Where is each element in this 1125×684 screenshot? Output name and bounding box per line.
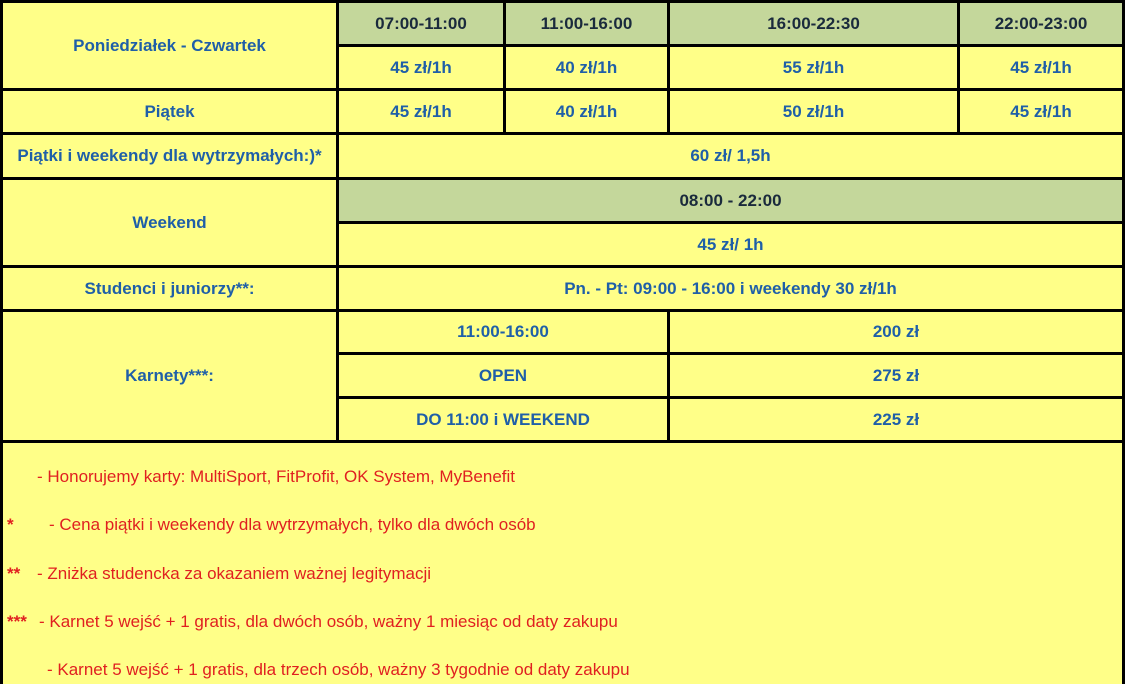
note-mark: * (7, 515, 14, 534)
weekend-price: 45 zł/ 1h (339, 224, 1122, 265)
note-text: - Zniżka studencka za okazaniem ważnej legitymacji (37, 564, 432, 583)
note-students (3, 562, 431, 586)
weekday-slot-2: 11:00-16:00 (506, 3, 667, 44)
note-cards (3, 465, 515, 489)
weekday-slot-3: 16:00-22:30 (670, 3, 957, 44)
passes-label: Karnety***: (3, 312, 336, 440)
weekday-price-1: 45 zł/1h (339, 47, 503, 88)
note-pass-two (3, 610, 618, 634)
note-pass-three (3, 658, 630, 682)
note-mark: ** (7, 564, 21, 583)
notes-panel (3, 443, 1122, 684)
endurance-price: 60 zł/ 1,5h (339, 135, 1122, 177)
friday-label: Piątek (3, 91, 336, 132)
pass-name-3: DO 11:00 i WEEKEND (339, 399, 667, 440)
students-label: Studenci i juniorzy**: (3, 268, 336, 309)
friday-price-3: 50 zł/1h (670, 91, 957, 132)
weekday-price-3: 55 zł/1h (670, 47, 957, 88)
weekend-label: Weekend (3, 180, 336, 265)
weekday-price-2: 40 zł/1h (506, 47, 667, 88)
weekday-price-4: 45 zł/1h (960, 47, 1122, 88)
note-text: - Honorujemy karty: MultiSport, FitProfit, OK System, MyBenefit (37, 467, 516, 486)
note-text: - Cena piątki i weekendy dla wytrzymałych, tylko dla dwóch osób (49, 515, 536, 534)
weekday-slot-1: 07:00-11:00 (339, 3, 503, 44)
pass-price-1: 200 zł (670, 312, 1122, 352)
friday-price-1: 45 zł/1h (339, 91, 503, 132)
note-text: - Karnet 5 wejść + 1 gratis, dla trzech osób, ważny 3 tygodnie od daty zakupu (47, 660, 630, 679)
note-text: - Karnet 5 wejść + 1 gratis, dla dwóch osób, ważny 1 miesiąc od daty zakupu (39, 612, 618, 631)
pass-name-2: OPEN (339, 355, 667, 396)
students-info: Pn. - Pt: 09:00 - 16:00 i weekendy 30 zł/1h (339, 268, 1122, 309)
weekday-slot-4: 22:00-23:00 (960, 3, 1122, 44)
endurance-label: Piątki i weekendy dla wytrzymałych:)* (3, 135, 336, 177)
weekend-hours: 08:00 - 22:00 (339, 180, 1122, 221)
pass-name-1: 11:00-16:00 (339, 312, 667, 352)
note-mark: *** (7, 612, 27, 631)
weekday-label: Poniedziałek - Czwartek (3, 3, 336, 88)
friday-price-4: 45 zł/1h (960, 91, 1122, 132)
pass-price-2: 275 zł (670, 355, 1122, 396)
note-endurance (3, 513, 536, 537)
friday-price-2: 40 zł/1h (506, 91, 667, 132)
pass-price-3: 225 zł (670, 399, 1122, 440)
